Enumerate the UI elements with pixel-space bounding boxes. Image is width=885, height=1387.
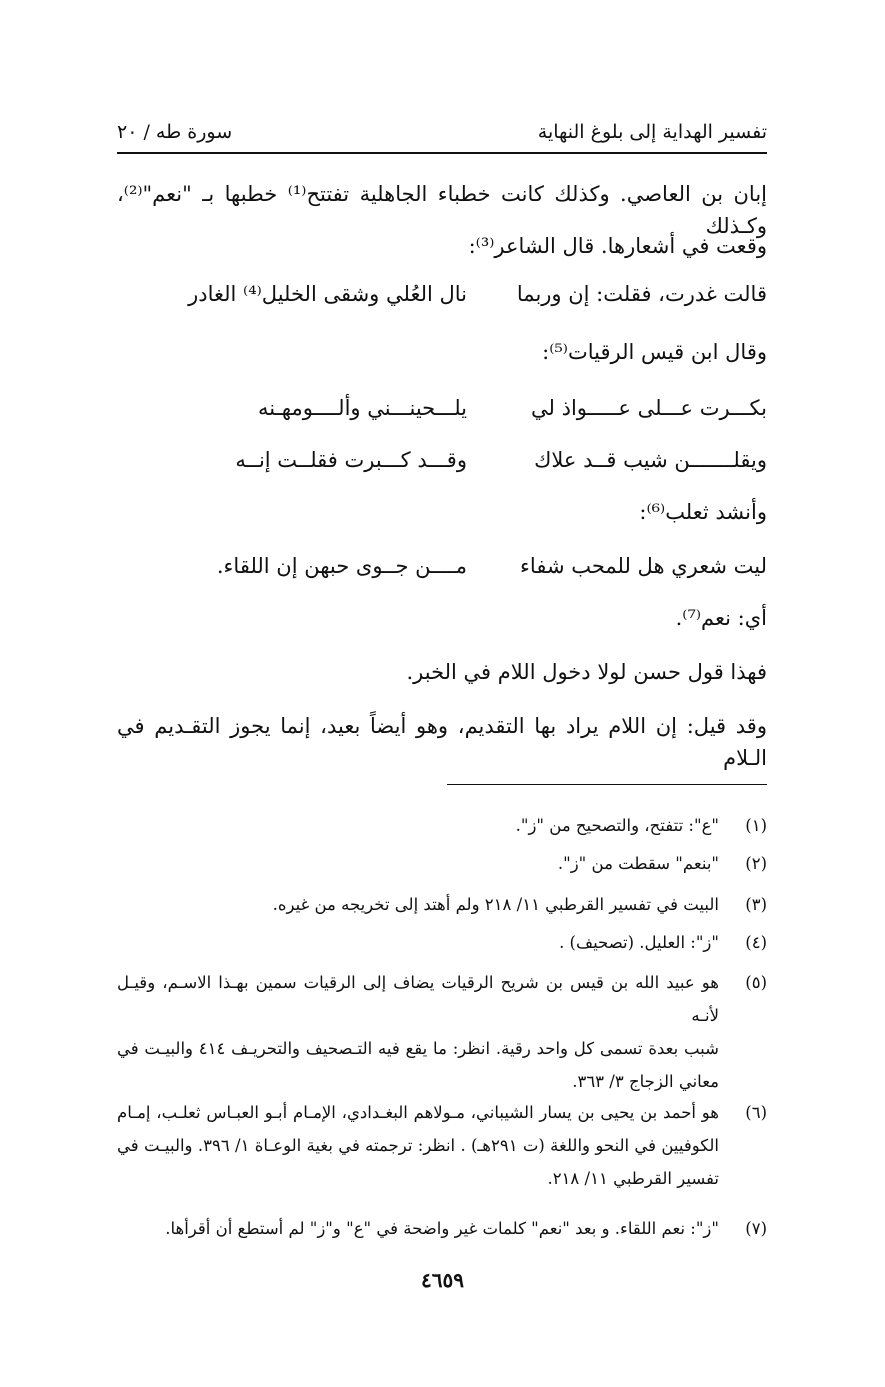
verse-4 (117, 550, 767, 590)
verse-3-first-hemistich: ويقلـــــــن شيب قــد علاك (534, 448, 767, 472)
footnote-number: (٧) (745, 1219, 767, 1238)
footnote-text: "ع": تتفتح، والتصحيح من "ز". (515, 816, 719, 835)
footnote-number: (٥) (745, 973, 767, 992)
intro-ibn-qays: وقال ابن قيس الرقيات⁽⁵⁾: (542, 340, 767, 364)
line-ay-naam: أي: نعم⁽⁷⁾. (675, 606, 767, 630)
footnote-text: "ز": نعم اللقاء. و بعد "نعم" كلمات غير واضحة في "ع" و"ز" لم أستطع أن أقرأها. (165, 1219, 719, 1238)
verse-4-first-hemistich: ليت شعري هل للمحب شفاء (520, 554, 767, 578)
intro-thalab: وأنشد ثعلب⁽⁶⁾: (639, 500, 767, 524)
footnote-line: تفسير القرطبي ١١/ ٢١٨. (547, 1169, 719, 1188)
footnote-number: (٦) (745, 1103, 767, 1122)
verse-1-first-hemistich: قالت غدرت، فقلت: إن وربما (516, 282, 767, 306)
footnote-line: الكوفيين في النحو واللغة (ت ٢٩١هـ) . انظر: ترجمته في بغية الوعـاة ١/ ٣٩٦. والبيـت في (117, 1136, 719, 1155)
line-waqad-qila: وقد قيل: إن اللام يراد بها التقديم، وهو أيضاً بعيد، إنما يجوز التقـديم في الـلام (117, 714, 767, 770)
header-divider (117, 152, 767, 154)
footnote-text-block (117, 1096, 719, 1195)
footnote-line: هو أحمد بن يحيى بن يسار الشيباني، مـولاهم البغـدادي، الإمـام أبـو العبـاس ثعلـب، إمـام (117, 1103, 719, 1122)
footnote-number: (١) (745, 816, 767, 835)
footnote-text: "بنعم" سقطت من "ز". (557, 854, 719, 873)
verse-1-second-hemistich: نال العُلي وشقى الخليل⁽⁴⁾ الغادر (188, 282, 467, 306)
verse-1 (117, 278, 767, 318)
footnote-number: (٢) (745, 854, 767, 873)
footnote-line: معاني الزجاج ٣/ ٣٦٣. (572, 1072, 719, 1091)
verse-2-first-hemistich: بكـــرت عـــلى عـــــواذ لي (531, 396, 767, 420)
para1-line2: وقعت في أشعارها. قال الشاعر⁽³⁾: (468, 234, 767, 258)
footnote-number: (٣) (745, 895, 767, 914)
verse-2-second-hemistich: يلـــحينـــني وألــــومهـنه (258, 396, 467, 420)
footnote-text: "ز": العليل. (تصحيف) . (559, 933, 719, 952)
footnote-number: (٤) (745, 933, 767, 952)
verse-3-second-hemistich: وقـــد كـــبرت فقلــت إنــه (235, 448, 467, 472)
footnote-line: هو عبيد الله بن قيس بن شريح الرقيات يضاف إلى الرقيات سمين بهـذا الاسـم، وقيـل لأنـه (117, 973, 719, 1025)
line-fahadha: فهذا قول حسن لولا دخول اللام في الخبر. (406, 660, 767, 684)
verse-4-second-hemistich: مــــن جــوى حبهن إن اللقاء. (216, 554, 467, 578)
running-header (117, 112, 767, 152)
footnote-text: البيت في تفسير القرطبي ١١/ ٢١٨ ولم أهتد إلى تخريجه من غيره. (272, 895, 719, 914)
footnote-divider (447, 784, 767, 785)
surah-page-label: سورة طه / ٢٠ (117, 121, 233, 143)
para1-line1: إبان بن العاصي. وكذلك كانت خطباء الجاهلية تفتتح⁽¹⁾ خطبها بـ "نعم"⁽²⁾، وكـذلك (117, 182, 767, 238)
verse-3 (117, 444, 767, 484)
verse-2 (117, 392, 767, 432)
footnote-text-block (117, 966, 719, 1098)
book-title: تفسير الهداية إلى بلوغ النهاية (537, 121, 767, 143)
page-number: ٤٦٥٩ (421, 1268, 464, 1292)
footnote-line: شبب بعدة تسمى كل واحد رقية. انظر: ما يقع فيه التـصحيف والتحريـف ٤١٤ والبيـت في (117, 1039, 719, 1058)
